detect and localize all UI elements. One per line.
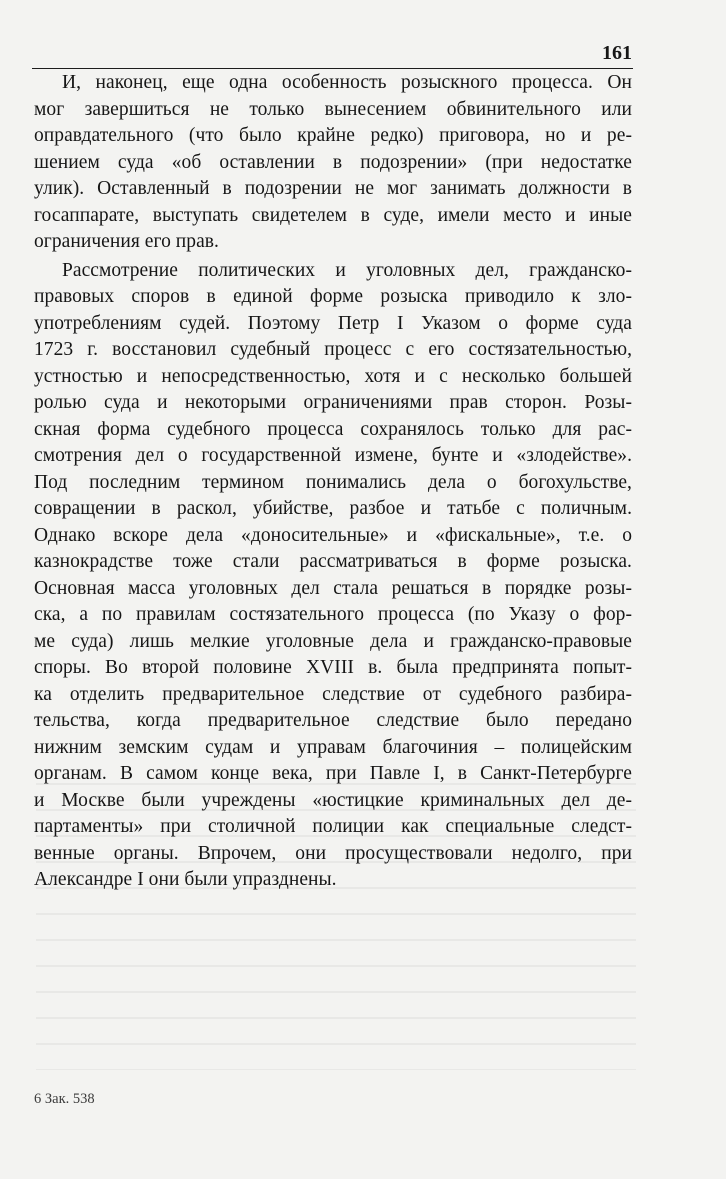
text-line: Рассмотрение политических и уголовных дел, гражданско- bbox=[62, 259, 632, 281]
text-line: ска, а по правилам состязательного процесса (по Указу о фор- bbox=[34, 604, 632, 625]
signature-mark: 6 Зак. 538 bbox=[34, 1091, 95, 1107]
text-line: ограничения его прав. bbox=[34, 231, 219, 252]
text-line: оправдательного (что было крайне редко) приговора, но и ре- bbox=[34, 125, 632, 146]
paragraph-2 bbox=[34, 258, 632, 894]
text-line: употреблениям судей. Поэтому Петр I Указом о форме суда bbox=[34, 312, 632, 334]
text-line: госаппарате, выступать свидетелем в суде, имели место и иные bbox=[34, 204, 632, 226]
text-line: органам. В самом конце века, при Павле I, в Санкт-Петербурге bbox=[34, 763, 632, 784]
text-line: улик). Оставленный в подозрении не мог занимать должности в bbox=[34, 178, 632, 199]
text-line: правовых споров в единой форме розыска приводило к зло- bbox=[34, 286, 632, 307]
text-line: ролью суда и некоторыми ограничениями прав сторон. Розы- bbox=[34, 392, 632, 413]
text-line: и Москве были учреждены «юстицкие криминальных дел де- bbox=[34, 789, 632, 811]
text-line: тельства, когда предварительное следствие было передано bbox=[34, 710, 632, 731]
text-line: скная форма судебного процесса сохранялось только для рас- bbox=[34, 418, 632, 440]
text-line: мог завершиться не только вынесением обвинительного или bbox=[34, 98, 632, 120]
text-line: нижним земским судам и управам благочиния – полицейским bbox=[34, 736, 632, 758]
text-line: И, наконец, еще одна особенность розыскного процесса. Он bbox=[62, 72, 632, 93]
text-line: ме суда) лишь мелкие уголовные дела и гражданско-правовые bbox=[34, 630, 632, 652]
body-text bbox=[34, 70, 632, 894]
text-line: смотрения дел о государственной измене, бунте и «злодействе». bbox=[34, 445, 632, 466]
text-line: Основная масса уголовных дел стала решаться в порядке розы- bbox=[34, 577, 632, 599]
text-line: венные органы. Впрочем, они просуществовали недолго, при bbox=[34, 842, 632, 864]
text-line: шением суда «об оставлении в подозрении» (при недостатке bbox=[34, 151, 632, 173]
text-line: Под последним термином понимались дела о богохульстве, bbox=[34, 471, 632, 493]
text-line: партаменты» при столичной полиции как специальные следст- bbox=[34, 816, 632, 837]
text-line: ка отделить предварительное следствие от судебного разбира- bbox=[34, 683, 632, 705]
text-line: устностью и непосредственностью, хотя и с несколько большей bbox=[34, 365, 632, 387]
paragraph-1 bbox=[34, 70, 632, 256]
text-line: споры. Во второй половине XVIII в. была предпринята попыт- bbox=[34, 657, 632, 678]
page-number: 161 bbox=[602, 42, 632, 64]
text-line: совращении в раскол, убийстве, разбое и татьбе с поличным. bbox=[34, 498, 632, 519]
text-line: 1723 г. восстановил судебный процесс с его состязательностью, bbox=[34, 339, 632, 360]
text-line: Александре I они были упразднены. bbox=[34, 869, 337, 890]
text-line: Однако вскоре дела «доносительные» и «фискальные», т.е. о bbox=[34, 524, 632, 546]
text-line: казнокрадстве тоже стали рассматриваться в форме розыска. bbox=[34, 551, 632, 572]
header-rule bbox=[32, 68, 633, 69]
